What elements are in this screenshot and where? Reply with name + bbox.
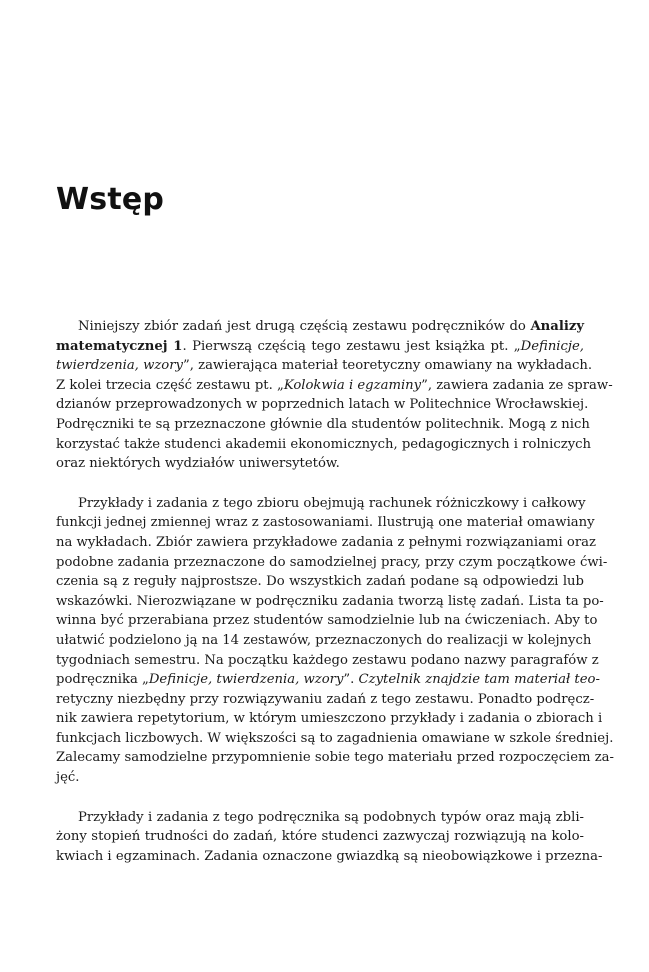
text-run: korzystać także studenci akademii ekonomicznych, pedagogicznych i rolniczych	[56, 436, 592, 452]
text-line	[56, 690, 595, 710]
text-line	[56, 729, 614, 749]
text-run: Przykłady i zadania z tego podręcznika są podobnych typów oraz mają zbli-	[78, 809, 584, 825]
text-run: Niniejszy zbiór zadań jest drugą częścią zestawu podręczników do	[78, 319, 531, 334]
text-run: ”, zawiera zadania ze spraw-	[421, 377, 613, 393]
text-line	[56, 454, 584, 474]
text-line	[56, 376, 613, 396]
italic-text: Kolokwia i egzaminy	[283, 377, 422, 393]
text-line	[56, 317, 584, 337]
text-run: nik zawiera repetytorium, w którym umieszczono przykłady i zadania o zbiorach i	[56, 711, 603, 727]
text-line	[56, 611, 598, 631]
paragraph	[56, 317, 613, 474]
text-run: . Pierwszą częścią tego zestawu jest książka pt. „	[182, 338, 521, 354]
text-run: funkcji jednej zmiennej wraz z zastosowaniami. Ilustrują one materiał omawiany	[56, 515, 595, 531]
text-line	[56, 494, 584, 514]
text-line	[56, 435, 592, 455]
bold-text: matematycznej 1	[56, 338, 183, 354]
text-line	[56, 337, 584, 357]
text-run: funkcjach liczbowych. W większości są to zagadnienia omawiane w szkole średniej.	[56, 730, 614, 746]
text-line	[56, 356, 593, 376]
text-line	[56, 533, 596, 553]
text-run: Z kolei trzecia część zestawu pt. „	[56, 377, 284, 393]
text-line	[56, 415, 590, 435]
text-run: Podręczniki te są przeznaczone głównie dla studentów politechnik. Mogą z nich	[56, 416, 590, 432]
text-line	[56, 572, 584, 592]
text-line	[56, 847, 603, 867]
bold-text: Analizy	[530, 319, 584, 334]
text-run: dzianów przeprowadzonych w poprzednich latach w Politechnice Wrocławskiej.	[56, 397, 589, 413]
text-run: winna być przerabiana przez studentów samodzielnie lub na ćwiczeniach. Aby to	[56, 613, 598, 629]
text-run: ”, zawierająca materiał teoretyczny omawiany na wykładach.	[183, 358, 593, 374]
chapter-heading: Wstęp	[56, 182, 165, 217]
italic-text: Czytelnik znajdzie tam materiał teo-	[358, 672, 600, 688]
text-line	[56, 513, 595, 533]
text-run: retyczny niezbędny przy rozwiązywaniu zadań z tego zestawu. Ponadto podręcz-	[56, 691, 595, 707]
text-run: ułatwić podzielono ją na 14 zestawów, przeznaczonych do realizacji w kolejnych	[56, 632, 592, 648]
text-line	[56, 553, 608, 573]
text-line	[56, 709, 603, 729]
text-line	[56, 592, 604, 612]
text-line	[56, 827, 584, 847]
text-line	[56, 748, 614, 768]
text-run: Zalecamy samodzielne przypomnienie sobie tego materiału przed rozpoczęciem za-	[56, 750, 614, 766]
body-text	[56, 317, 614, 886]
text-line	[56, 395, 589, 415]
text-line	[56, 670, 600, 690]
text-run: podobne zadania przeznaczone do samodzielnej pracy, przy czym początkowe ćwi-	[56, 554, 608, 570]
italic-text: Definicje, twierdzenia, wzory	[148, 672, 344, 688]
text-run: podręcznika „	[56, 672, 149, 688]
text-run: na wykładach. Zbiór zawiera przykładowe zadania z pełnymi rozwiązaniami oraz	[56, 534, 596, 550]
text-run: czenia są z reguły najprostsze. Do wszystkich zadań podane są odpowiedzi lub	[56, 574, 584, 590]
text-line	[56, 631, 592, 651]
text-run: Przykłady i zadania z tego zbioru obejmują rachunek różniczkowy i całkowy	[78, 495, 586, 511]
text-run: tygodniach semestru. Na początku każdego zestawu podano nazwy paragrafów z	[56, 652, 599, 668]
text-line	[56, 808, 584, 828]
paragraph	[56, 808, 603, 867]
text-run: oraz niektórych wydziałów uniwersytetów.	[56, 456, 340, 472]
text-run: wskazówki. Nierozwiązane w podręczniku zadania tworzą listę zadań. Lista ta po-	[56, 593, 604, 609]
text-run: żony stopień trudności do zadań, które studenci zazwyczaj rozwiązują na kolo-	[56, 829, 584, 845]
italic-text: twierdzenia, wzory	[56, 358, 183, 374]
paragraph	[56, 494, 614, 788]
text-line	[56, 768, 584, 788]
text-run: jęć.	[56, 770, 80, 786]
italic-text: Definicje,	[520, 338, 584, 354]
text-line	[56, 651, 599, 671]
text-run: kwiach i egzaminach. Zadania oznaczone gwiazdką są nieobowiązkowe i przezna-	[56, 848, 603, 864]
text-run: ”.	[343, 672, 359, 688]
